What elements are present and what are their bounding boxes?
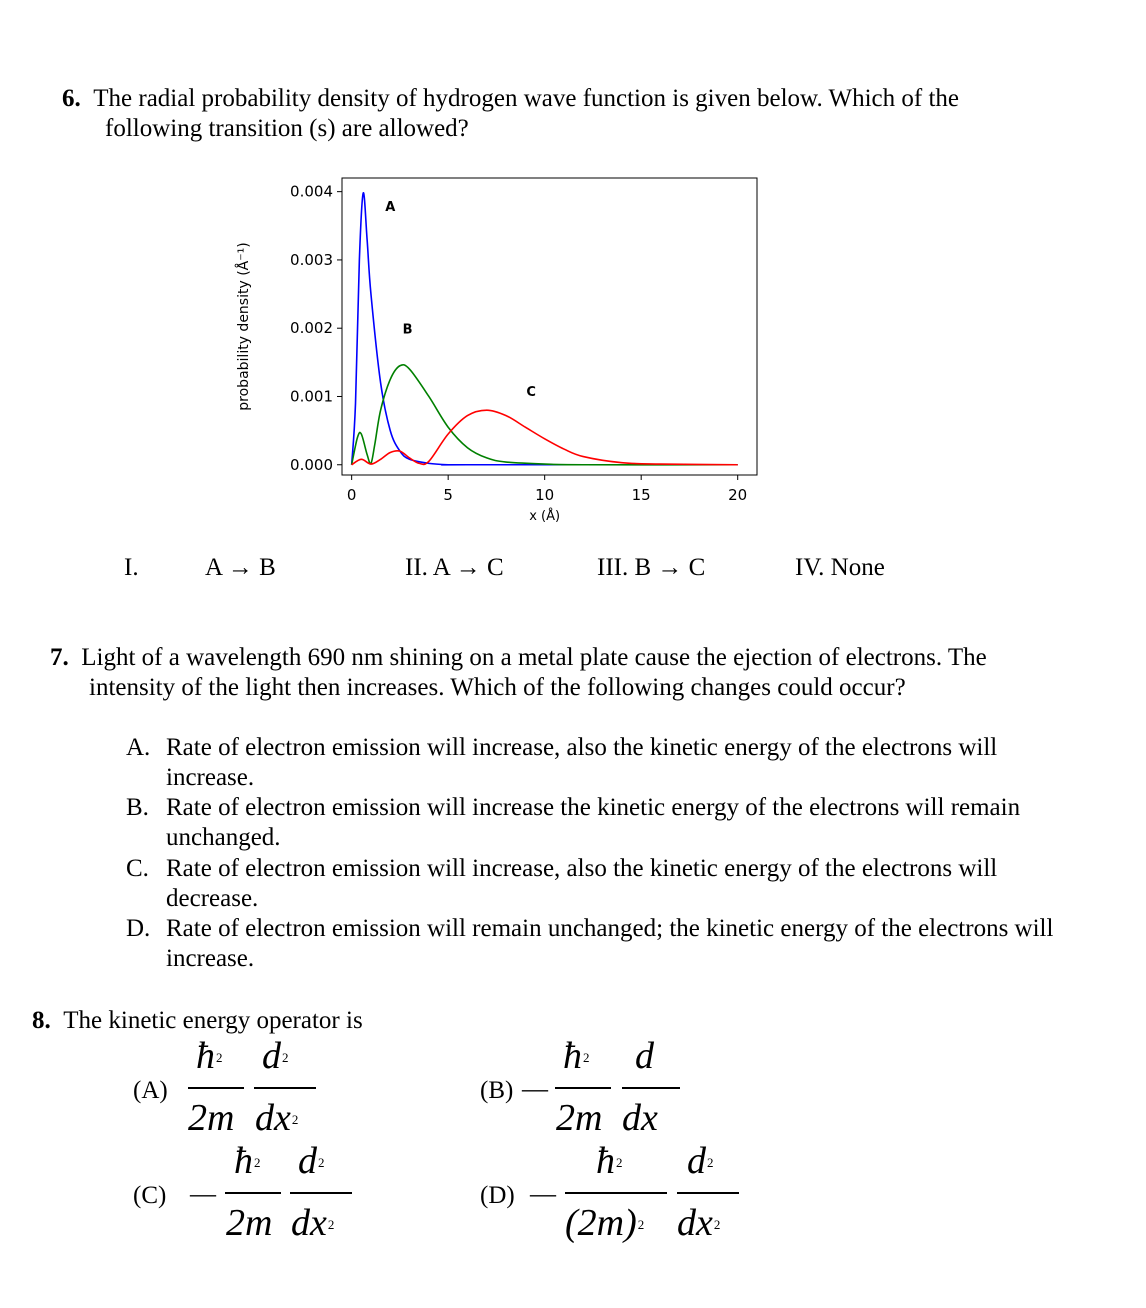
q8-b-numerator-d: d	[635, 1035, 654, 1077]
x-tick-label-0: 0	[346, 486, 357, 504]
option-III-text: III. B → C	[597, 554, 706, 581]
q8-a-denominator-dx: $dx^2$	[255, 1097, 299, 1139]
question-7-text-line2: intensity of the light then increases. Which of the following changes could occur?	[89, 674, 906, 701]
q7-option-c-line1: Rate of electron emission will increase, also the kinetic energy of the electrons will	[166, 855, 998, 882]
question-8-text: The kinetic energy operator is	[63, 1007, 363, 1034]
q7-option-a-line1: Rate of electron emission will increase, also the kinetic energy of the electrons will	[166, 734, 998, 761]
curve-label-B: B	[402, 322, 413, 338]
q7-option-d-letter: D.	[126, 915, 151, 942]
curve-label-C: C	[526, 384, 536, 400]
y-tick-label-4: 0.004	[290, 182, 333, 201]
question-6-text-line1: The radial probability density of hydrogen wave function is given below. Which of the	[93, 85, 959, 112]
q8-d-denominator-dx: $dx^2$	[677, 1202, 721, 1244]
question-7	[50, 643, 987, 703]
curve-label-A: A	[385, 199, 396, 215]
radial-probability-chart	[220, 172, 780, 532]
q8-option-a-label: (A)	[133, 1077, 168, 1104]
q7-option-c-line2: decrease.	[166, 885, 259, 912]
q8-d-minus: —	[530, 1179, 556, 1208]
q8-d-numerator-d: $d^2$	[687, 1140, 714, 1182]
question-8-number: 8.	[32, 1007, 51, 1034]
q8-c-minus: —	[190, 1179, 216, 1208]
q8-d-denominator-2m-paren: $(2m)^2$	[565, 1202, 645, 1244]
q8-a-fraction-line-1	[188, 1087, 244, 1089]
q8-option-b-label: (B)	[480, 1077, 514, 1104]
q8-d-fraction-line-2	[677, 1192, 739, 1194]
q7-option-d-line1: Rate of electron emission will remain unchanged; the kinetic energy of the electrons will	[166, 915, 1054, 942]
x-tick-label-1: 5	[443, 486, 453, 504]
q7-option-a	[126, 733, 997, 793]
q7-option-b-letter: B.	[126, 794, 149, 821]
q8-b-denominator-2m: 2m	[556, 1097, 603, 1139]
question-6-text-line2: following transition (s) are allowed?	[105, 115, 469, 142]
y-axis-label: probability density (Å⁻¹)	[236, 242, 252, 411]
q8-a-numerator-hbar: $ħ^2$	[196, 1035, 223, 1077]
q8-b-numerator-hbar: $ħ^2$	[563, 1035, 590, 1077]
q7-option-a-line2: increase.	[166, 764, 255, 791]
q7-option-c	[126, 854, 997, 914]
question-7-text-line1: Light of a wavelength 690 nm shining on a metal plate cause the ejection of electrons. The	[81, 644, 987, 671]
q7-option-b	[126, 793, 1020, 853]
q8-d-numerator-hbar: $ħ^2$	[596, 1140, 623, 1182]
q8-c-fraction-line-2	[290, 1192, 352, 1194]
q8-c-numerator-hbar: $ħ^2$	[234, 1140, 261, 1182]
q7-option-c-letter: C.	[126, 855, 149, 882]
q8-a-numerator-d: $d^2$	[262, 1035, 289, 1077]
q8-c-denominator-2m: 2m	[226, 1202, 273, 1244]
q8-option-d-label: (D)	[480, 1182, 515, 1209]
q8-c-fraction-line-1	[225, 1192, 281, 1194]
q8-c-denominator-dx: $dx^2$	[291, 1202, 335, 1244]
q8-b-fraction-line-2	[622, 1087, 680, 1089]
q7-option-a-letter: A.	[126, 734, 151, 761]
y-tick-label-1: 0.001	[290, 387, 333, 406]
x-tick-label-2: 10	[535, 486, 555, 504]
question-6	[62, 84, 959, 144]
option-I-text: A → B	[205, 554, 276, 581]
q7-option-b-line1: Rate of electron emission will increase the kinetic energy of the electrons will remain	[166, 794, 1021, 821]
q7-option-d-line2: increase.	[166, 945, 255, 972]
option-I-label: I.	[124, 554, 139, 581]
q8-a-fraction-line-2	[254, 1087, 316, 1089]
question-8	[32, 1006, 363, 1036]
y-tick-label-3: 0.003	[290, 250, 333, 269]
q8-d-fraction-line-1	[565, 1192, 667, 1194]
q8-option-c-label: (C)	[133, 1182, 167, 1209]
q8-a-denominator-2m: 2m	[188, 1097, 235, 1139]
question-6-number: 6.	[62, 85, 81, 112]
q8-c-numerator-d: $d^2$	[298, 1140, 325, 1182]
y-tick-label-0: 0.000	[290, 455, 333, 474]
x-tick-label-3: 15	[631, 486, 651, 504]
option-II-text: II. A → C	[405, 554, 504, 581]
x-tick-label-4: 20	[728, 486, 748, 504]
q8-b-denominator-dx: dx	[622, 1097, 658, 1139]
q7-option-b-line2: unchanged.	[166, 824, 281, 851]
y-tick-label-2: 0.002	[290, 319, 333, 338]
q7-option-d	[126, 914, 1053, 974]
x-axis-label: x (Å)	[529, 509, 561, 524]
option-IV-text: IV. None	[795, 554, 885, 581]
q8-b-minus: —	[522, 1074, 548, 1103]
question-7-number: 7.	[50, 644, 69, 671]
q8-b-fraction-line-1	[555, 1087, 611, 1089]
